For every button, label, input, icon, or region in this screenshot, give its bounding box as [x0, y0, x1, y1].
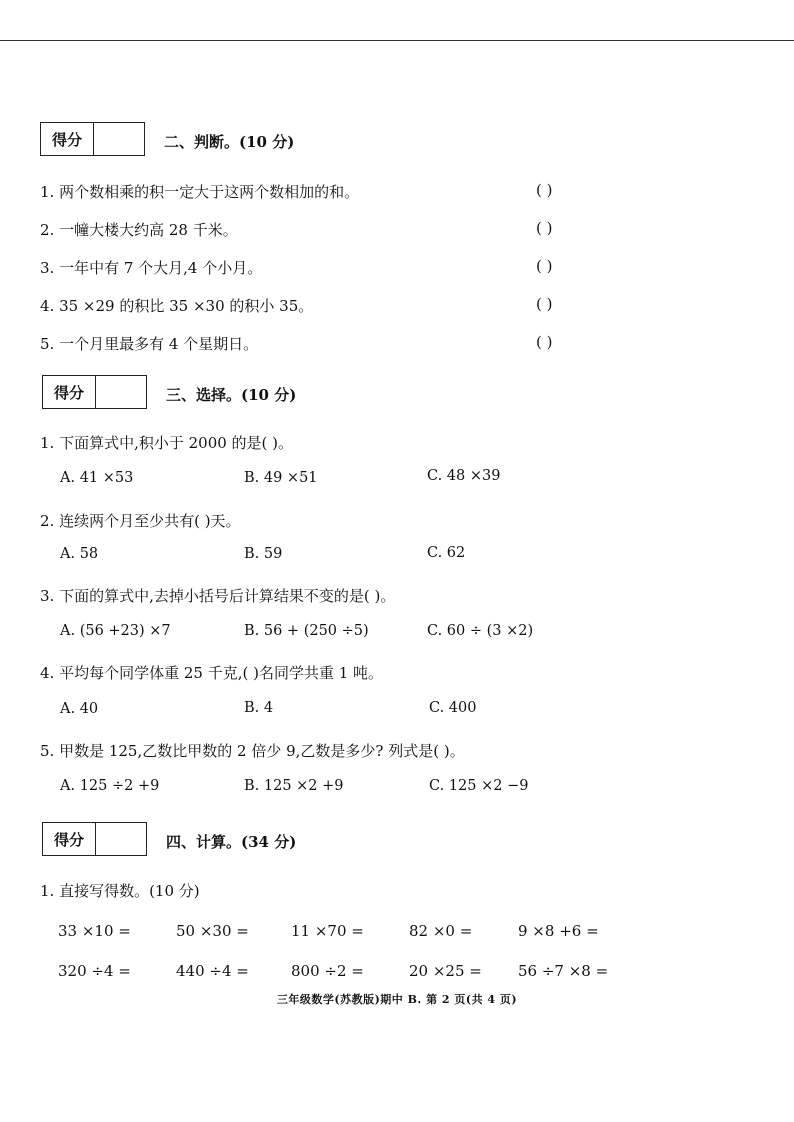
choice-5-option-c[interactable]: C. 125 ×2 −9 [429, 778, 529, 794]
calc-item: 800 ÷2 = [291, 962, 364, 980]
calc-item: 82 ×0 = [409, 922, 473, 940]
score-box-section4 [42, 822, 147, 856]
score-box-section3 [42, 375, 147, 409]
choice-question-3: 3. 下面的算式中,去掉小括号后计算结果不变的是( )。 [40, 587, 396, 605]
judge-item-4: 4. 35 ×29 的积比 35 ×30 的积小 35。 [40, 297, 314, 315]
judge-answer-3[interactable]: ( ) [536, 257, 553, 275]
choice-question-2: 2. 连续两个月至少共有( )天。 [40, 512, 241, 530]
judge-item-3: 3. 一年中有 7 个大月,4 个小月。 [40, 259, 263, 277]
choice-1-option-c[interactable]: C. 48 ×39 [427, 468, 501, 484]
judge-item-5: 5. 一个月里最多有 4 个星期日。 [40, 335, 259, 353]
calc-item: 11 ×70 = [291, 922, 364, 940]
score-blank [96, 823, 146, 855]
choice-4-option-c[interactable]: C. 400 [429, 700, 477, 716]
judge-item-2: 2. 一幢大楼大约高 28 千米。 [40, 221, 238, 239]
choice-4-option-b[interactable]: B. 4 [244, 700, 274, 716]
score-label: 得分 [43, 376, 96, 408]
choice-question-4: 4. 平均每个同学体重 25 千克,( )名同学共重 1 吨。 [40, 664, 384, 682]
choice-2-option-c[interactable]: C. 62 [427, 545, 466, 561]
choice-question-5: 5. 甲数是 125,乙数比甲数的 2 倍少 9,乙数是多少? 列式是( )。 [40, 742, 465, 760]
top-rule [0, 40, 794, 41]
choice-4-option-a[interactable]: A. 40 [60, 701, 99, 717]
calc-item: 20 ×25 = [409, 962, 482, 980]
score-blank [96, 376, 146, 408]
choice-3-option-b[interactable]: B. 56 + (250 ÷5) [244, 623, 369, 639]
section2-title: 二、判断。(10 分) [164, 133, 295, 151]
choice-1-option-b[interactable]: B. 49 ×51 [244, 470, 318, 486]
section4-title: 四、计算。(34 分) [166, 833, 297, 851]
judge-answer-1[interactable]: ( ) [536, 181, 553, 199]
judge-answer-4[interactable]: ( ) [536, 295, 553, 313]
score-label: 得分 [43, 823, 96, 855]
calc-item: 9 ×8 +6 = [518, 922, 599, 940]
choice-2-option-a[interactable]: A. 58 [60, 546, 99, 562]
page-footer: 三年级数学(苏教版)期中 B. 第 2 页(共 4 页) [276, 993, 518, 1006]
choice-3-option-a[interactable]: A. (56 +23) ×7 [60, 623, 171, 639]
calc-item: 33 ×10 = [58, 922, 131, 940]
choice-5-option-b[interactable]: B. 125 ×2 +9 [244, 778, 344, 794]
calc-item: 56 ÷7 ×8 = [518, 962, 609, 980]
choice-question-1: 1. 下面算式中,积小于 2000 的是( )。 [40, 434, 294, 452]
judge-answer-5[interactable]: ( ) [536, 333, 553, 351]
judge-answer-2[interactable]: ( ) [536, 219, 553, 237]
score-blank [94, 123, 144, 155]
score-label: 得分 [41, 123, 94, 155]
choice-2-option-b[interactable]: B. 59 [244, 546, 283, 562]
calc-item: 320 ÷4 = [58, 962, 131, 980]
choice-1-option-a[interactable]: A. 41 ×53 [60, 470, 134, 486]
calc-item: 50 ×30 = [176, 922, 249, 940]
choice-5-option-a[interactable]: A. 125 ÷2 +9 [60, 778, 160, 794]
score-box-section2 [40, 122, 145, 156]
judge-item-1: 1. 两个数相乘的积一定大于这两个数相加的和。 [40, 183, 360, 201]
choice-3-option-c[interactable]: C. 60 ÷ (3 ×2) [427, 623, 534, 639]
calc-item: 440 ÷4 = [176, 962, 249, 980]
section3-title: 三、选择。(10 分) [166, 386, 297, 404]
calc-subsection-1: 1. 直接写得数。(10 分) [40, 882, 200, 900]
